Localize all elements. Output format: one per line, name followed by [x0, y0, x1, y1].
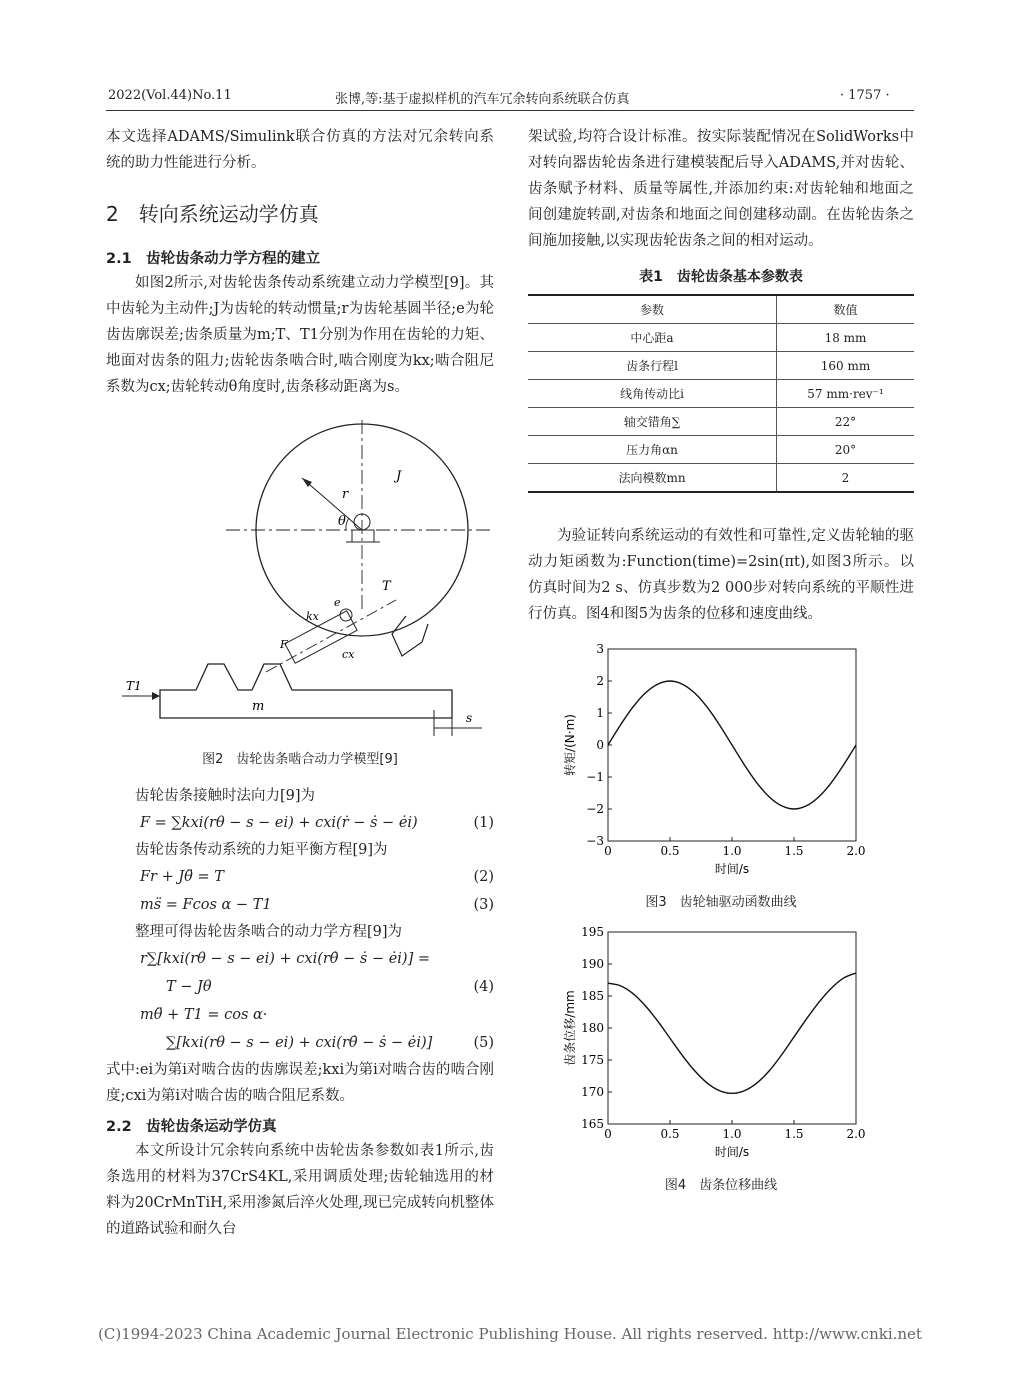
figure-4-chart: [528, 924, 914, 1164]
gear-mount: [352, 530, 374, 542]
t1-arrowhead: [152, 692, 160, 700]
equation-1: [106, 809, 494, 837]
label-T1: T1: [126, 679, 142, 693]
figure-3-chart: [528, 641, 914, 881]
x-tick-label: 0.5: [660, 1127, 680, 1141]
table-header-param: 参数: [528, 295, 777, 324]
x-tick-label: 0.5: [660, 844, 680, 858]
table-cell: 中心距a: [528, 324, 777, 352]
radius-line: [302, 478, 362, 530]
x-axis-label: 时间/s: [714, 862, 750, 876]
label-s: s: [466, 711, 473, 725]
table-cell: 160 mm: [777, 352, 915, 380]
equation-5-line-1: mθ̈ + T1 = cos α·: [140, 1007, 268, 1023]
x-tick-label: 1.0: [722, 844, 742, 858]
x-tick-label: 2.0: [846, 1127, 866, 1141]
label-J: J: [396, 469, 402, 484]
eq-intro-2: 齿轮齿条传动系统的力矩平衡方程[9]为: [135, 842, 388, 858]
table-cell: 2: [777, 464, 915, 493]
x-tick-label: 0: [604, 844, 612, 858]
right-column: [528, 124, 914, 1193]
table-1-title: 表1 齿轮齿条基本参数表: [639, 269, 803, 285]
eq-intro-3: 整理可得齿轮齿条啮合的动力学方程[9]为: [135, 924, 403, 940]
table-header-value: 数值: [777, 295, 915, 324]
table-cell: 57 mm·rev⁻¹: [777, 380, 915, 408]
y-axis-label: 齿条位移/mm: [563, 990, 577, 1066]
x-axis-label: 时间/s: [714, 1145, 750, 1159]
section-2-1-heading: 2.1 齿轮齿条动力学方程的建立: [106, 251, 321, 267]
equation-3-number: (3): [473, 897, 494, 913]
table-row: [528, 380, 914, 408]
table-row: [528, 352, 914, 380]
table-cell: 轴交错角∑: [528, 408, 777, 436]
equation-2: [106, 863, 494, 891]
figure-3-caption: 图3 齿轮轴驱动函数曲线: [645, 895, 797, 910]
left-column: [106, 124, 494, 1242]
y-tick-label: −2: [586, 802, 604, 816]
y-tick-label: 0: [596, 738, 604, 752]
x-tick-label: 2.0: [846, 844, 866, 858]
y-axis-label: 转矩/(N·m): [563, 714, 577, 776]
equation-5: [106, 1029, 494, 1057]
header-rule: [106, 110, 914, 111]
section-2-2-paragraph: 本文所设计冗余转向系统中齿轮齿条参数如表1所示,齿条选用的材料为37CrS4KL,采用调质处理;齿轮轴选用的材料为20CrMnTiH,采用渗氮后淬火处理,现已完成转向机整体的道路试验和耐久台: [106, 1143, 494, 1237]
eq-intro-1: 齿轮齿条接触时法向力[9]为: [135, 788, 316, 804]
equation-4: [106, 973, 494, 1001]
equation-2-number: (2): [473, 869, 494, 885]
intro-paragraph: 本文选择ADAMS/Simulink联合仿真的方法对冗余转向系统的助力性能进行分析。: [106, 129, 494, 171]
y-tick-label: 165: [581, 1117, 604, 1131]
equation-1-body: F = ∑kxi(rθ − s − ei) + cxi(ṙ − ṡ − ėi): [140, 815, 418, 831]
equation-5-line-2: ∑[kxi(rθ − s − ei) + cxi(rθ̇ − ṡ − ėi)]: [166, 1035, 433, 1051]
table-cell: 20°: [777, 436, 915, 464]
equation-2-body: Fr + Jθ̈ = T: [140, 869, 224, 885]
x-tick-label: 1.0: [722, 1127, 742, 1141]
label-m: m: [252, 699, 265, 714]
theta-arc: [346, 518, 349, 530]
where-paragraph: 式中:ei为第i对啮合齿的齿廓误差;kxi为第i对啮合齿的啮合刚度;cxi为第i对啮合齿的啮合阻尼系数。: [106, 1062, 494, 1104]
table-cell: 法向模数mn: [528, 464, 777, 493]
equation-4-number: (4): [473, 979, 494, 995]
table-row: [528, 436, 914, 464]
gear-tooth: [392, 616, 428, 656]
figure-2-caption: 图2 齿轮齿条啮合动力学模型[9]: [202, 752, 398, 767]
y-tick-label: 2: [596, 674, 604, 688]
y-tick-label: 195: [581, 925, 604, 939]
y-tick-label: 1: [596, 706, 604, 720]
series-line: [608, 681, 856, 809]
header-page-number: · 1757 ·: [840, 88, 890, 103]
figure-4-caption: 图4 齿条位移曲线: [664, 1178, 778, 1193]
x-tick-label: 1.5: [784, 1127, 804, 1141]
series-line: [608, 973, 856, 1093]
header-article-title: 张博,等:基于虚拟样机的汽车冗余转向系统联合仿真: [335, 92, 630, 107]
label-kx: kx: [306, 610, 319, 623]
equation-1-number: (1): [473, 815, 494, 831]
label-theta: θ: [338, 514, 346, 529]
table-cell: 压力角αn: [528, 436, 777, 464]
table-row: [528, 408, 914, 436]
label-e: e: [334, 596, 341, 609]
section-2-1-paragraph: 如图2所示,对齿轮齿条传动系统建立动力学模型[9]。其中齿轮为主动件;J为齿轮的转动惯量;r为齿轮基圆半径;e为轮齿齿廓误差;齿条质量为m;T、T1分别为作用在齿轮的力矩、地面对齿条的阻力;齿轮齿条啮合时,啮合刚度为kx;啮合阻尼系数为cx;齿轮转动θ角度时,齿条移动距离为s。: [106, 275, 494, 395]
section-2-2-heading: 2.2 齿轮齿条运动学仿真: [106, 1119, 277, 1135]
table-row: [528, 464, 914, 493]
label-T: T: [382, 579, 391, 594]
section-2-heading: 2 转向系统运动学仿真: [106, 202, 319, 226]
x-tick-label: 1.5: [784, 844, 804, 858]
figure-2-diagram: [106, 410, 494, 740]
continuation-paragraph: 架试验,均符合设计标准。按实际装配情况在SolidWorks中对转向器齿轮齿条进行建模装配后导入ADAMS,并对齿轮、齿条赋予材料、质量等属性,并添加约束:对齿轮轴和地面之间创建旋转副,对齿条和地面之间创建移动副。在齿轮齿条之间施加接触,以实现齿轮齿条之间的相对运动。: [528, 129, 914, 249]
plot-frame: [608, 932, 856, 1124]
equation-4-line-1: r∑[kxi(rθ − s − ei) + cxi(rθ̇ − ṡ − ėi)] =: [140, 951, 430, 967]
parameter-table: [528, 294, 914, 493]
table-header-row: [528, 295, 914, 324]
x-tick-label: 0: [604, 1127, 612, 1141]
table-cell: 18 mm: [777, 324, 915, 352]
copyright-footer: (C)1994-2023 China Academic Journal Electronic Publishing House. All rights reserved. http://www.cnki.net: [98, 1325, 922, 1343]
y-tick-label: 175: [581, 1053, 604, 1067]
equation-5-number: (5): [473, 1035, 494, 1051]
verify-paragraph: 为验证转向系统运动的有效性和可靠性,定义齿轮轴的驱动力矩函数为:Function(time)=2sin(πt),如图3所示。以仿真时间为2 s、仿真步数为2 000步对转向系统的平顺性进行仿真。图4和图5为齿条的位移和速度曲线。: [528, 528, 914, 622]
equation-4-line-2: T − Jθ: [166, 979, 212, 995]
table-cell: 线角传动比i: [528, 380, 777, 408]
line-of-action: [266, 600, 396, 672]
y-tick-label: 185: [581, 989, 604, 1003]
table-cell: 齿条行程l: [528, 352, 777, 380]
equation-3-body: ms̈ = Fcos α − T1: [140, 897, 272, 913]
label-r: r: [342, 487, 349, 502]
equation-3: [106, 891, 494, 919]
table-row: [528, 324, 914, 352]
y-tick-label: −1: [586, 770, 604, 784]
y-tick-label: 3: [596, 642, 604, 656]
label-F: F: [280, 638, 288, 651]
table-cell: 22°: [777, 408, 915, 436]
y-tick-label: 180: [581, 1021, 604, 1035]
y-tick-label: 190: [581, 957, 604, 971]
y-tick-label: −3: [586, 834, 604, 848]
label-cx: cx: [342, 648, 355, 661]
rack-body: [160, 664, 452, 718]
y-tick-label: 170: [581, 1085, 604, 1099]
header-journal-issue: 2022(Vol.44)No.11: [108, 88, 232, 103]
